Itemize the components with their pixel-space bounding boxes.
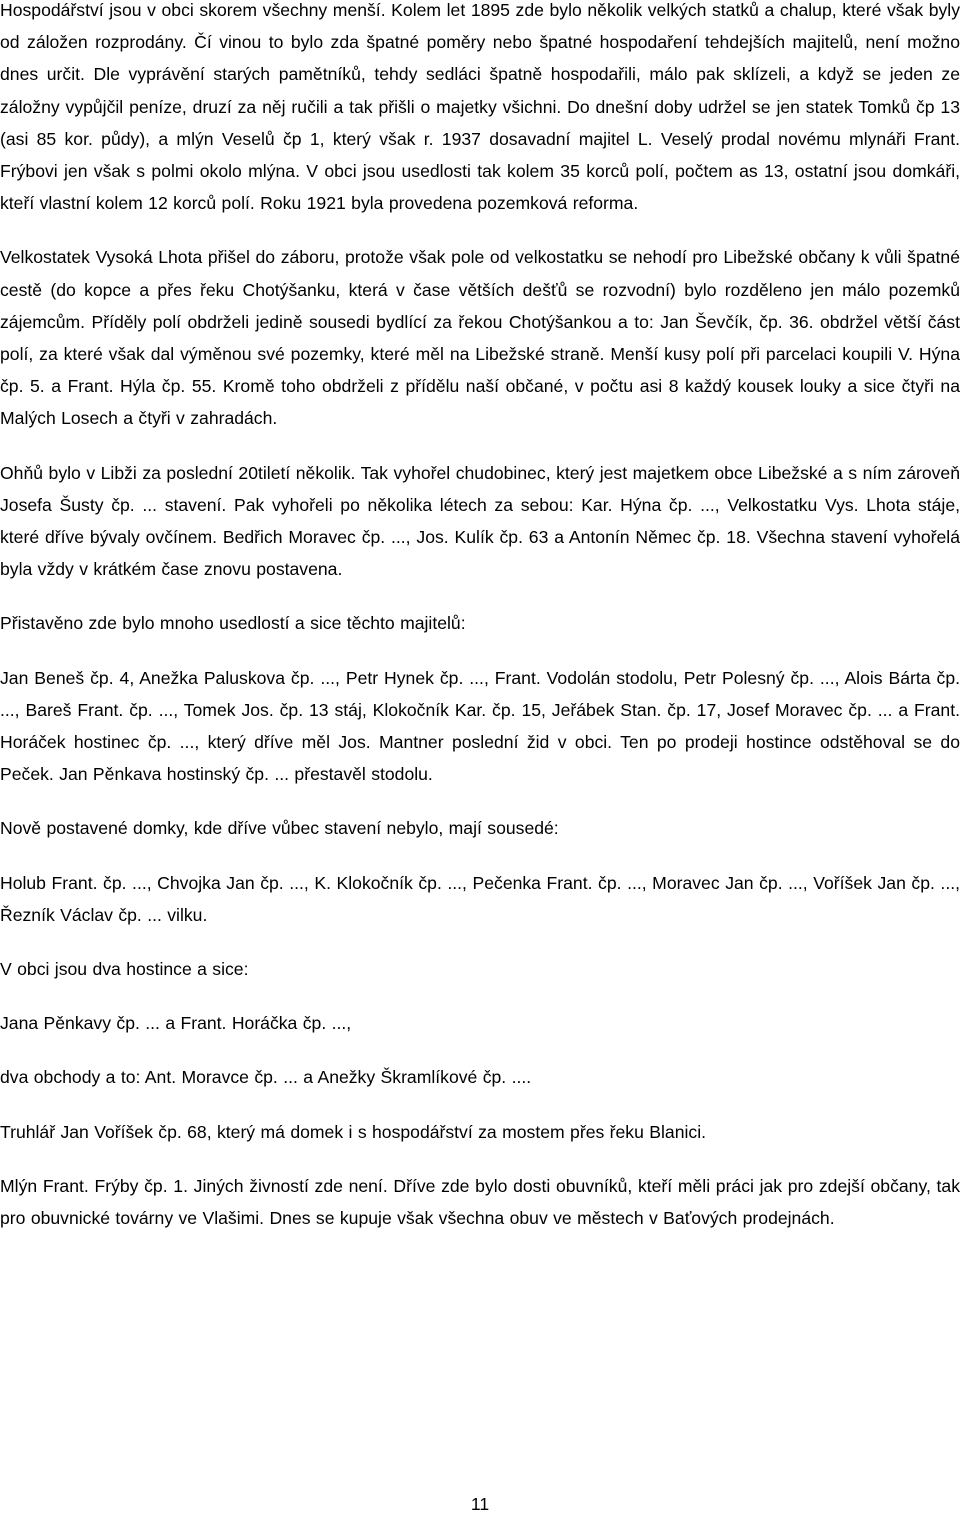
paragraph-fires: Ohňů bylo v Libži za poslední 20tiletí několik. Tak vyhořel chudobinec, který jest majetkem obce Libežské a s ním zároveň Josefa Šusty čp. ... stavení. Pak vyhořeli po několika létech za sebou: Kar. Hýna čp. ..., Velkostatku Vys. Lhota stáje, které dříve bývaly ovčínem. Bedřich Moravec čp. ..., Jos. Kulík čp. 63 a Antonín Němec čp. 18. Všechna stavení vyhořelá byla vždy v krátkém čase znovu postavena.	[0, 462, 960, 580]
paragraph-inns: Jana Pěnkavy čp. ... a Frant. Horáčka čp. ...,	[0, 1013, 352, 1034]
paragraph-farms: Hospodářství jsou v obci skorem všechny menší. Kolem let 1895 zde bylo několik velkých statků a chalup, které však byly od záložen rozprodány. Čí vinou to bylo zda špatné poměry nebo špatné hospodaření tehdejších majitelů, není možno dnes určit. Dle vyprávění starých pamětníků, tehdy sedláci špatně hospodařili, málo pak sklízeli, a když se jeden ze záložny vypůjčil peníze, druzí za něj ručili a tak přišli o majetky všichni. Do dnešní doby udržel se jen statek Tomků čp 13 (asi 85 kor. půdy), a mlýn Veselů čp 1, který však r. 1937 dosavadní majitel L. Veselý prodal novému mlynáři Frant. Frýbovi jen však s polmi okolo mlýna. V obci jsou usedlosti tak kolem 35 korců polí, počtem as 13, ostatní jsou domkáři, kteří vlastní kolem 12 korců polí. Roku 1921 byla provedena pozemková reforma.	[0, 0, 960, 214]
paragraph-rebuilt-intro: Přistavěno zde bylo mnoho usedlostí a sice těchto majitelů:	[0, 613, 466, 634]
paragraph-inns-intro: V obci jsou dva hostince a sice:	[0, 959, 249, 980]
paragraph-land-reform: Velkostatek Vysoká Lhota přišel do záboru, protože však pole od velkostatku se nehodí pro Libežské občany k vůli špatné cestě (do kopce a přes řeku Chotýšanku, která v čase větších dešťů se rozvodní) bylo rozděleno jen málo pozemků zájemcům. Příděly polí obdrželi jedině sousedi bydlící za řekou Chotýšankou a to: Jan Ševčík, čp. 36. obdržel větší část polí, za které však dal výměnou své pozemky, které měl na Libežské straně. Menší kusy polí při parcelaci koupili V. Hýna čp. 5. a Frant. Hýla čp. 55. Kromě toho obdrželi z přídělu naší občané, v počtu asi 8 každý kousek louky a sice čtyři na Malých Losech a čtyři v zahradách.	[0, 247, 960, 429]
paragraph-carpenter: Truhlář Jan Voříšek čp. 68, který má domek i s hospodářství za mostem přes řeku Blanici.	[0, 1121, 706, 1142]
page-number: 11	[470, 1494, 490, 1514]
paragraph-new-houses-owners: Holub Frant. čp. ..., Chvojka Jan čp. ..., K. Klokočník čp. ..., Pečenka Frant. čp. ..., Moravec Jan čp. ..., Voříšek Jan čp. ..., Řezník Václav čp. ... vilku.	[0, 872, 960, 925]
paragraph-new-houses-intro: Nově postavené domky, kde dříve vůbec stavení nebylo, mají sousedé:	[0, 818, 559, 839]
paragraph-mill-trades: Mlýn Frant. Frýby čp. 1. Jiných živností zde není. Dříve zde bylo dosti obuvníků, kteří měli práci jak pro zdejší občany, tak pro obuvnické továrny ve Vlašimi. Dnes se kupuje však všechna obuv ve městech v Baťových prodejnách.	[0, 1175, 960, 1229]
paragraph-shops: dva obchody a to: Ant. Moravce čp. ... a Anežky Škramlíkové čp. ....	[0, 1067, 532, 1088]
paragraph-rebuilt-owners: Jan Beneš čp. 4, Anežka Paluskova čp. ..., Petr Hynek čp. ..., Frant. Vodolán stodolu, Petr Polesný čp. ..., Alois Bárta čp. ..., Bareš Frant. čp. ..., Tomek Jos. čp. 13 stáj, Klokočník Kar. čp. 15, Jeřábek Stan. čp. 17, Josef Moravec čp. ... a Frant. Horáček hostinec čp. ..., který dříve měl Jos. Mantner poslední žid v obci. Ten po prodeji hostince odstěhoval se do Peček. Jan Pěnkava hostinský čp. ... přestavěl stodolu.	[0, 667, 960, 785]
